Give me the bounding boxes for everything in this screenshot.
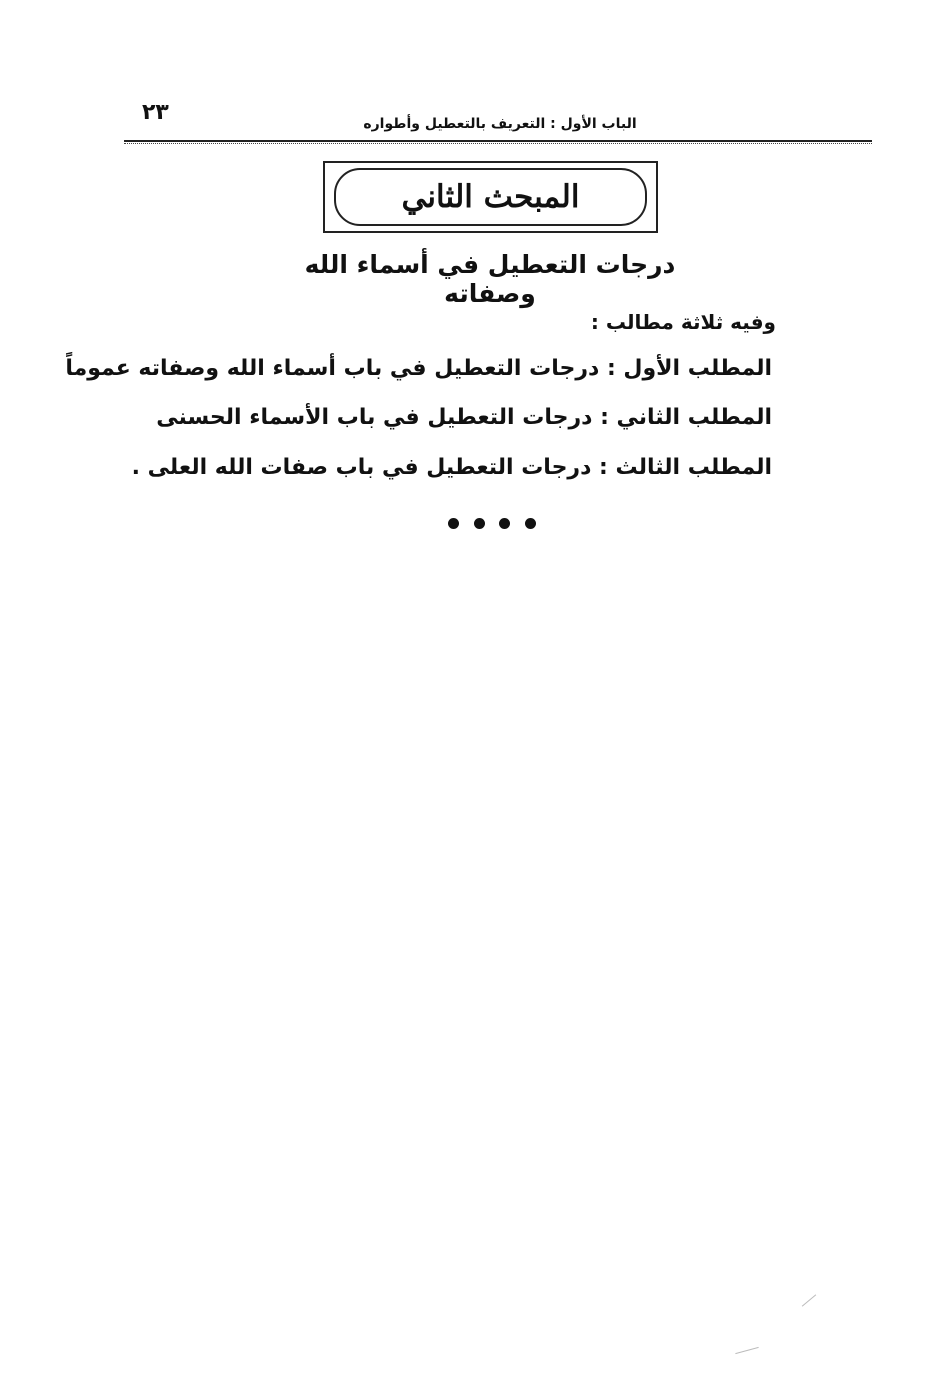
list-item: المطلب الثاني : درجات التعطيل في باب الأسماء الحسنى <box>156 405 772 430</box>
running-header: الباب الأول : التعريف بالتعطيل وأطواره <box>363 116 637 132</box>
header-rule <box>124 140 872 144</box>
list-item: المطلب الأول : درجات التعطيل في باب أسماء الله وصفاته عموماً <box>65 356 772 381</box>
list-item: المطلب الثالث : درجات التعطيل في باب صفات الله العلى . <box>131 455 772 480</box>
section-title-box <box>334 168 647 226</box>
frame-corner <box>323 161 335 173</box>
ornament-dots <box>448 518 536 532</box>
section-title: المبحث الثاني <box>401 179 580 215</box>
ornament-dot <box>448 518 459 529</box>
section-title-frame <box>323 161 658 233</box>
scan-mark <box>735 1347 758 1354</box>
ornament-dot <box>499 518 510 529</box>
section-subtitle: درجات التعطيل في أسماء الله وصفاته <box>304 250 676 308</box>
frame-corner <box>323 221 335 233</box>
frame-corner <box>646 161 658 173</box>
ornament-dot <box>474 518 485 529</box>
ornament-dot <box>525 518 536 529</box>
frame-corner <box>646 221 658 233</box>
page-number: ٢٣ <box>142 100 169 125</box>
scan-mark <box>802 1294 816 1306</box>
intro-text: وفيه ثلاثة مطالب : <box>590 310 776 334</box>
